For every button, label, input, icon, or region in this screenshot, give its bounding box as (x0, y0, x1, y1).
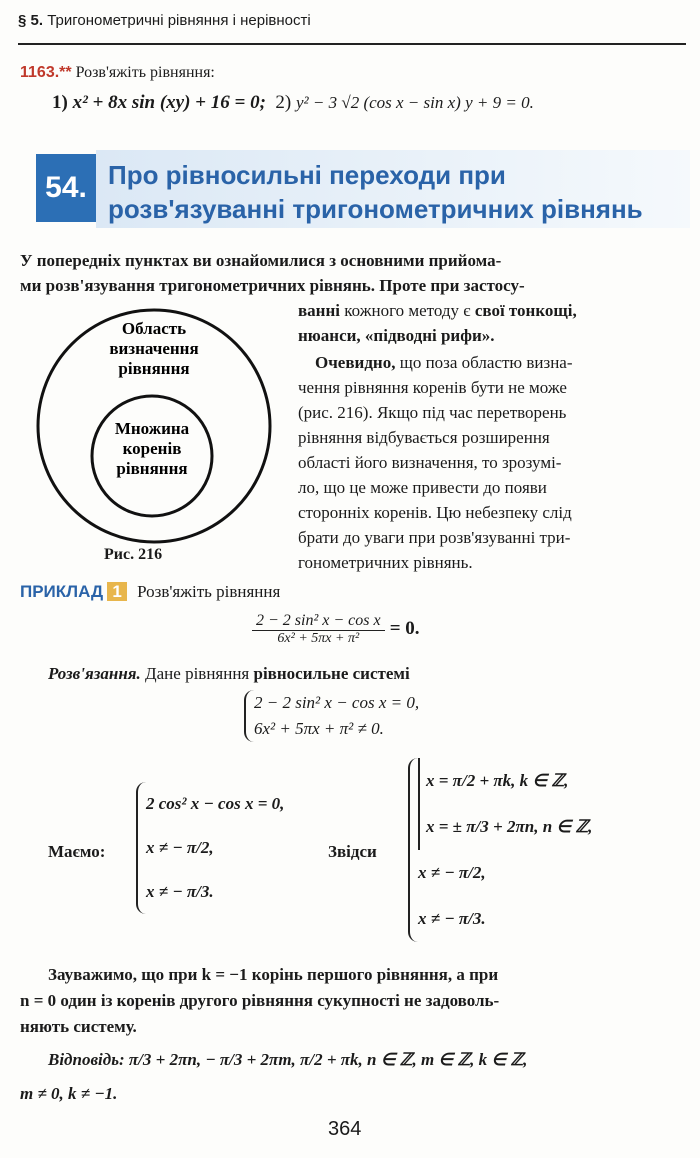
task-prompt: Розв'яжіть рівняння: (75, 64, 215, 81)
section-number-badge: 54. (36, 154, 96, 222)
task-equations (52, 92, 534, 114)
inner-label-2: коренів (122, 439, 182, 458)
p2-line6: ло, що це може привести до появи (298, 478, 547, 497)
outer-label-1: Область (121, 319, 187, 338)
eq1: x² + 8x sin (xy) + 16 = 0; (72, 92, 266, 113)
note-line1: Зауважимо, що при k = −1 корінь першого рівняння, а при (48, 965, 499, 984)
intro-line4 (298, 323, 684, 348)
p2-line7: сторонніх коренів. Цю небезпеку слід (298, 503, 572, 522)
intro-line3 (298, 298, 684, 323)
header-title: Тригонометричні рівняння і нерівності (47, 12, 311, 29)
eq2: y² − 3 √2 (cos x − sin x) y + 9 = 0. (296, 93, 534, 112)
intro-line3-bold2: свої тонкощі, (474, 301, 577, 320)
fraction-numerator: 2 − 2 sin² x − cos x (252, 612, 385, 631)
example-prompt: Розв'яжіть рівняння (137, 582, 281, 601)
system1-line1: 2 − 2 sin² x − cos x = 0, (254, 693, 420, 712)
p2-line3: (рис. 216). Якщо під час перетворень (298, 403, 567, 422)
fraction-denominator: 6x² + 5πx + π² (277, 631, 360, 646)
solution-label: Розв'язання. (48, 664, 141, 683)
outer-label-3: рівняння (118, 359, 190, 378)
section-sign: § 5. (18, 12, 44, 29)
system-3 (408, 758, 592, 942)
fraction-equals: = 0. (389, 618, 420, 639)
intro-line4-bold: нюанси, (298, 326, 361, 345)
page-number: 364 (328, 1118, 362, 1140)
example-equation (252, 612, 420, 647)
note-line2: n = 0 один із коренів другого рівняння сукупності не задоволь- (20, 991, 500, 1010)
hence-label: Звідси (328, 842, 377, 861)
section-title-line1: Про рівносильні переходи при (108, 160, 506, 190)
p2-line9: гонометричних рівнянь. (298, 553, 473, 572)
answer-label: Відповідь: (48, 1050, 125, 1069)
example-number: 1 (107, 582, 126, 601)
figure-caption: Рис. 216 (104, 546, 163, 563)
system1-line2: 6x² + 5πx + π² ≠ 0. (254, 719, 384, 738)
p2-line1-rest: що поза областю визна- (395, 353, 573, 372)
system3-line1: x = π/2 + πk, k ∈ ℤ, (426, 771, 569, 790)
system-2 (136, 782, 284, 914)
inner-label-1: Множина (114, 419, 190, 438)
header-divider (18, 43, 686, 45)
system2-line3: x ≠ − π/3. (146, 882, 214, 901)
system2-line2: x ≠ − π/2, (146, 838, 214, 857)
p2-line4: рівняння відбувається розширення (298, 428, 550, 447)
p2-line5: області його визначення, то зрозумі- (298, 453, 562, 472)
intro-line2: ми розв'язування тригонометричних рівнянь. Проте при застосу- (20, 276, 525, 295)
intro-line3-bold: ванні (298, 301, 340, 320)
intro-line3-rest: кожного методу є (340, 301, 475, 320)
have-label: Маємо: (48, 842, 106, 861)
note-line3: няють систему. (20, 1017, 137, 1036)
answer-values: π/3 + 2πn, − π/3 + 2πm, π/2 + πk, n ∈ ℤ, m ∈ ℤ, k ∈ ℤ, (128, 1050, 528, 1069)
system3-line2: x = ± π/3 + 2πn, n ∈ ℤ, (426, 817, 593, 836)
solution-intro (48, 664, 410, 684)
system3-set (418, 758, 592, 850)
p2-line2: чення рівняння коренів бути не може (298, 378, 567, 397)
system3-line3: x ≠ − π/2, (418, 863, 486, 882)
eq2-label: 2) (275, 92, 292, 113)
task-difficulty-marks: ** (59, 64, 72, 81)
intro-line1: У попередніх пунктах ви ознайомилися з основними прийома- (20, 251, 502, 270)
p2-line8: брати до уваги при розв'язуванні три- (298, 528, 571, 547)
p2-line1-bold: Очевидно, (315, 353, 396, 372)
task-number: 1163. (20, 64, 60, 81)
example-fraction (252, 612, 385, 647)
section-title-line2: розв'язуванні тригонометричних рівнянь (108, 194, 643, 224)
solution-text: Дане рівняння (140, 664, 254, 683)
eq1-label: 1) (52, 92, 68, 113)
inner-label-3: рівняння (116, 459, 188, 478)
outer-label-2: визначення (109, 339, 199, 358)
answer-line1 (48, 1050, 527, 1070)
p2-line1 (298, 350, 684, 375)
solution-text-bold: рівносильне системі (253, 664, 410, 683)
page-header (18, 12, 311, 29)
system3-line4: x ≠ − π/3. (418, 909, 486, 928)
system-1 (244, 690, 419, 742)
example-label: ПРИКЛАД (20, 582, 104, 601)
answer-line2: m ≠ 0, k ≠ −1. (20, 1084, 118, 1103)
system2-line1: 2 cos² x − cos x = 0, (146, 794, 285, 813)
section-title (108, 158, 643, 226)
example-header (20, 582, 280, 602)
intro-line4-rest: «підводні рифи». (360, 326, 495, 345)
set-diagram (30, 306, 278, 546)
task-prompt-line (20, 64, 215, 82)
